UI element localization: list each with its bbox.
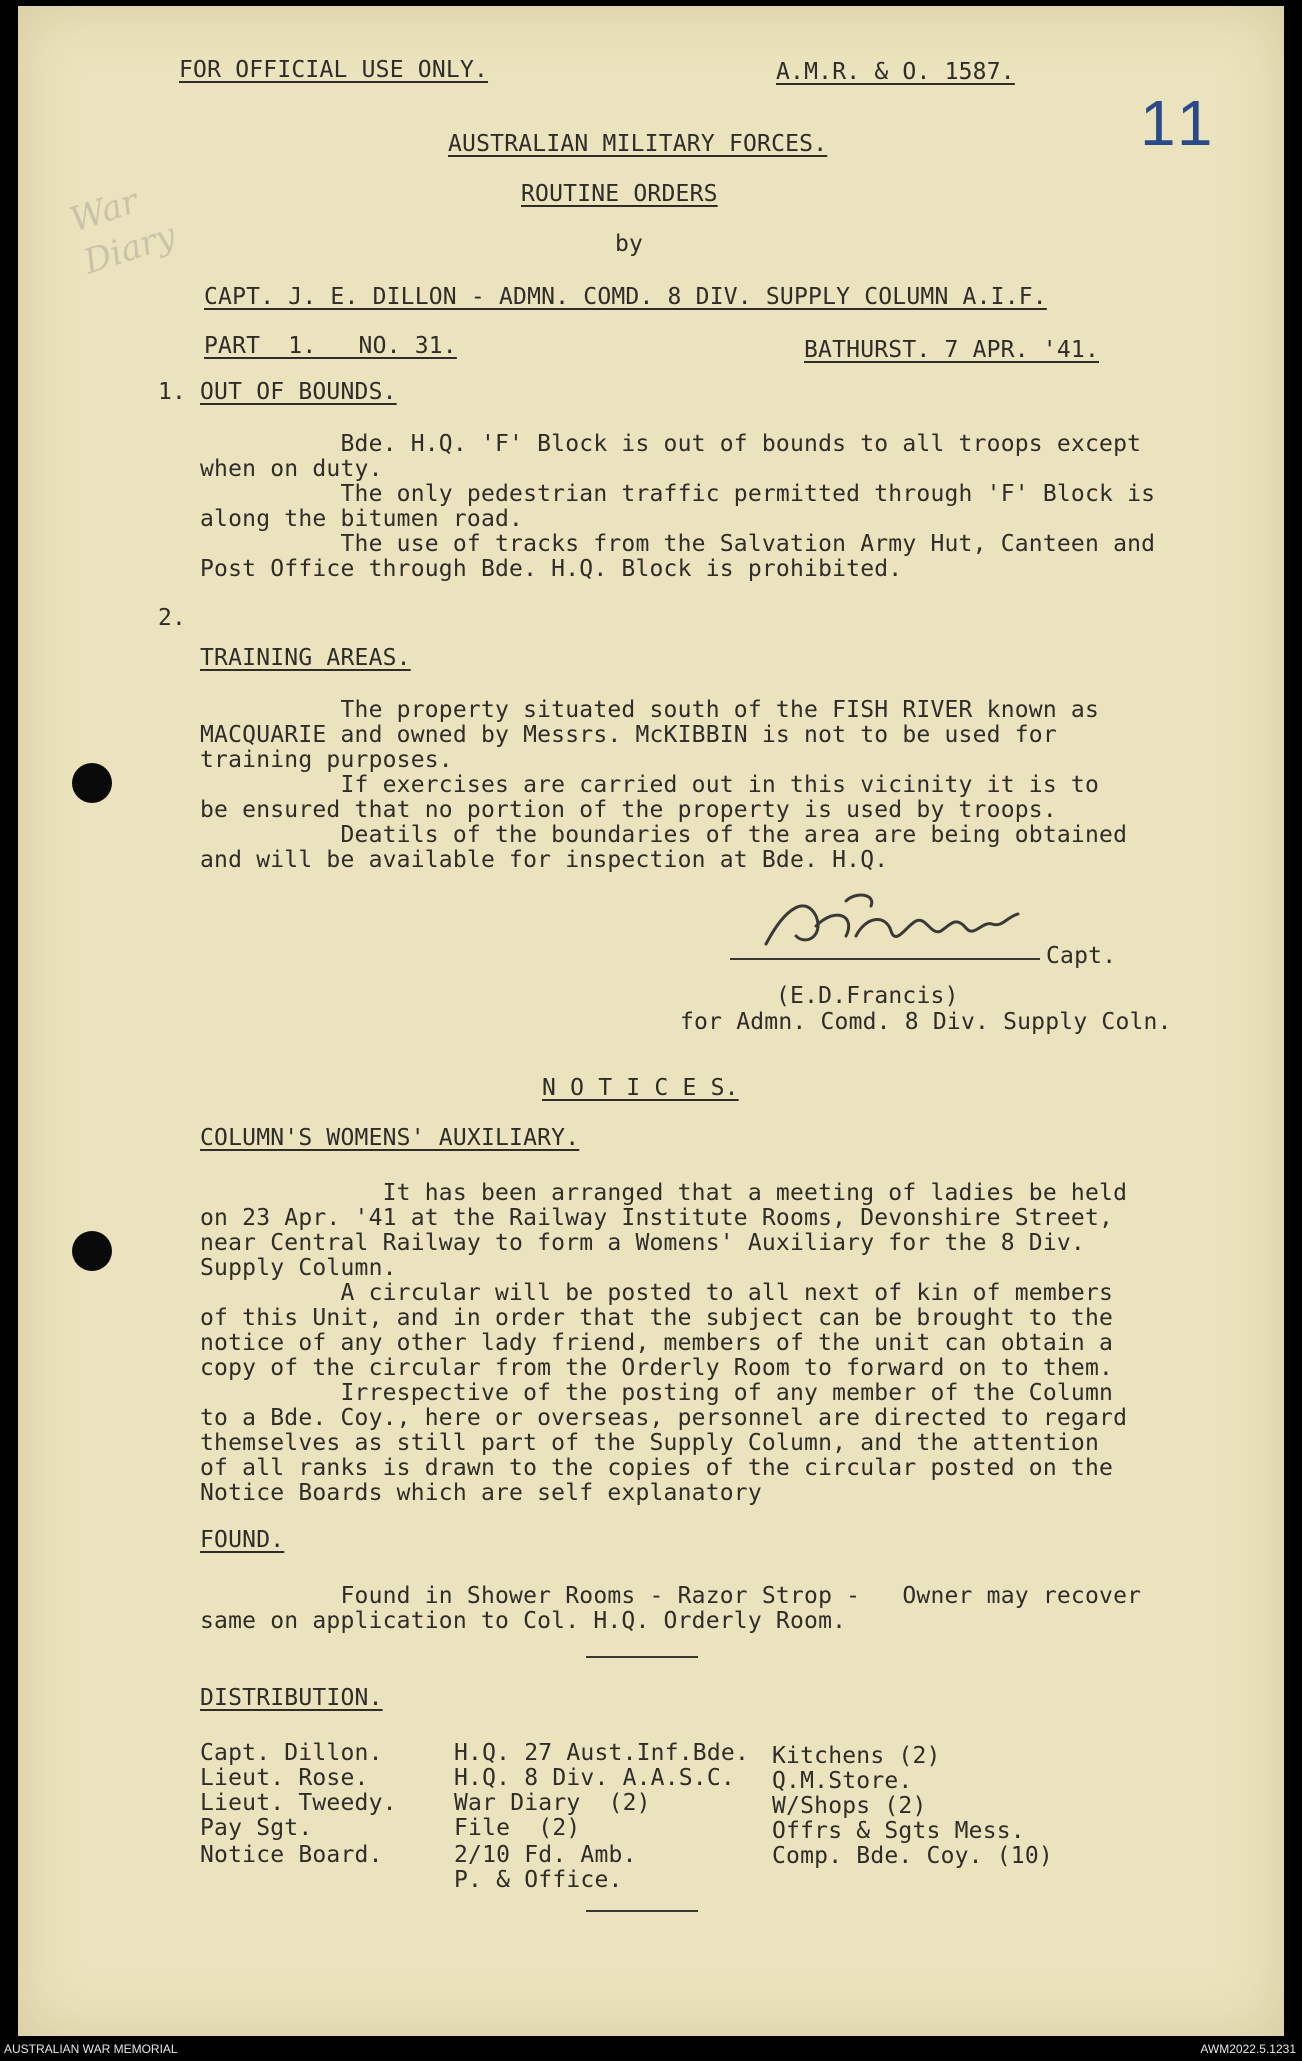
distribution-item: H.Q. 8 Div. A.A.S.C. [454,1765,735,1791]
section-1-line: The use of tracks from the Salvation Army Hut, Canteen and [200,531,1156,557]
notice-line: near Central Railway to form a Womens' Auxiliary for the 8 Div. [200,1230,1085,1256]
found-heading: FOUND. [200,1527,285,1553]
auxiliary-heading: COLUMN'S WOMENS' AUXILIARY. [200,1125,580,1151]
signatory-for-line: for Admn. Comd. 8 Div. Supply Coln. [680,1009,1172,1035]
distribution-item: Comp. Bde. Coy. (10) [772,1843,1053,1869]
distribution-item: Pay Sgt. [200,1815,313,1841]
section-1-line: Bde. H.Q. 'F' Block is out of bounds to all troops except [200,431,1142,457]
archive-credit: AUSTRALIAN WAR MEMORIAL [4,2042,178,2056]
signatory-rank: Capt. [1046,943,1117,969]
notice-line: of all ranks is drawn to the copies of the circular posted on the [200,1455,1114,1481]
forces-heading: AUSTRALIAN MILITARY FORCES. [448,131,828,157]
notice-line: to a Bde. Coy., here or overseas, personnel are directed to regard [200,1405,1128,1431]
margin-handwritten-note: War Diary [65,181,181,283]
notice-line: on 23 Apr. '41 at the Railway Institute Rooms, Devonshire Street, [200,1205,1114,1231]
folio-number: 11 [1140,87,1219,159]
part-number: PART 1. NO. 31. [204,333,457,359]
distribution-item: Offrs & Sgts Mess. [772,1818,1025,1844]
found-line: same on application to Col. H.Q. Orderly Room. [200,1608,847,1634]
distribution-heading: DISTRIBUTION. [200,1685,383,1711]
section-1-number: 1. [158,379,187,405]
punch-hole [72,763,112,803]
section-2-number: 2. [158,605,187,631]
distribution-item: Kitchens (2) [772,1743,941,1769]
archive-reference: AWM2022.5.1231 [1200,2042,1296,2056]
notice-line: notice of any other lady friend, members of the unit can obtain a [200,1330,1114,1356]
notice-line: Irrespective of the posting of any member of the Column [200,1380,1114,1406]
notice-line: themselves as still part of the Supply Column, and the attention [200,1430,1100,1456]
signatory-name: (E.D.Francis) [776,983,959,1009]
routine-orders-heading: ROUTINE ORDERS [521,181,718,207]
section-1-line: The only pedestrian traffic permitted through 'F' Block is [200,481,1156,507]
section-2-line: MACQUARIE and owned by Messrs. McKIBBIN is not to be used for [200,722,1057,748]
section-1-heading: OUT OF BOUNDS. [200,379,397,405]
section-2-line: be ensured that no portion of the property is used by troops. [200,797,1057,823]
section-2-heading: TRAINING AREAS. [200,645,411,671]
section-1-line: along the bitumen road. [200,506,524,532]
end-line [586,1910,698,1912]
paper-sheet [18,6,1284,2036]
order-reference: A.M.R. & O. 1587. [776,59,1015,85]
section-2-line: The property situated south of the FISH RIVER known as [200,697,1100,723]
separator-line [586,1656,698,1658]
distribution-item: W/Shops (2) [772,1793,927,1819]
notice-line: Supply Column. [200,1255,397,1281]
notice-line: copy of the circular from the Orderly Room to forward on to them. [200,1355,1114,1381]
punch-hole [72,1231,112,1271]
notice-line: Notice Boards which are self explanatory [200,1480,762,1506]
section-2-line: Deatils of the boundaries of the area are being obtained [200,822,1128,848]
signature-line [730,958,1040,960]
distribution-item: P. & Office. [454,1867,623,1893]
distribution-item: Q.M.Store. [772,1768,913,1794]
distribution-item: 2/10 Fd. Amb. [454,1842,637,1868]
section-2-line: training purposes. [200,747,453,773]
distribution-item: War Diary (2) [454,1790,651,1816]
distribution-item: File (2) [454,1815,581,1841]
distribution-item: Lieut. Tweedy. [200,1790,397,1816]
distribution-item: Lieut. Rose. [200,1765,369,1791]
signature-handwritten [746,886,1076,966]
section-2-line: If exercises are carried out in this vicinity it is to [200,772,1100,798]
distribution-item: H.Q. 27 Aust.Inf.Bde. [454,1740,749,1766]
by-label: by [615,231,644,257]
distribution-item: Capt. Dillon. [200,1740,383,1766]
notice-line: A circular will be posted to all next of kin of members [200,1280,1114,1306]
notices-heading: N O T I C E S. [542,1075,739,1101]
commander-line: CAPT. J. E. DILLON - ADMN. COMD. 8 DIV. SUPPLY COLUMN A.I.F. [204,284,1047,310]
section-1-line: Post Office through Bde. H.Q. Block is prohibited. [200,556,903,582]
place-date: BATHURST. 7 APR. '41. [804,337,1099,363]
found-line: Found in Shower Rooms - Razor Strop - Owner may recover [200,1583,1142,1609]
section-1-line: when on duty. [200,456,383,482]
section-2-line: and will be available for inspection at Bde. H.Q. [200,847,889,873]
distribution-item: Notice Board. [200,1842,383,1868]
notice-line: It has been arranged that a meeting of ladies be held [200,1180,1128,1206]
official-use-label: FOR OFFICIAL USE ONLY. [179,57,489,83]
notice-line: of this Unit, and in order that the subject can be brought to the [200,1305,1114,1331]
